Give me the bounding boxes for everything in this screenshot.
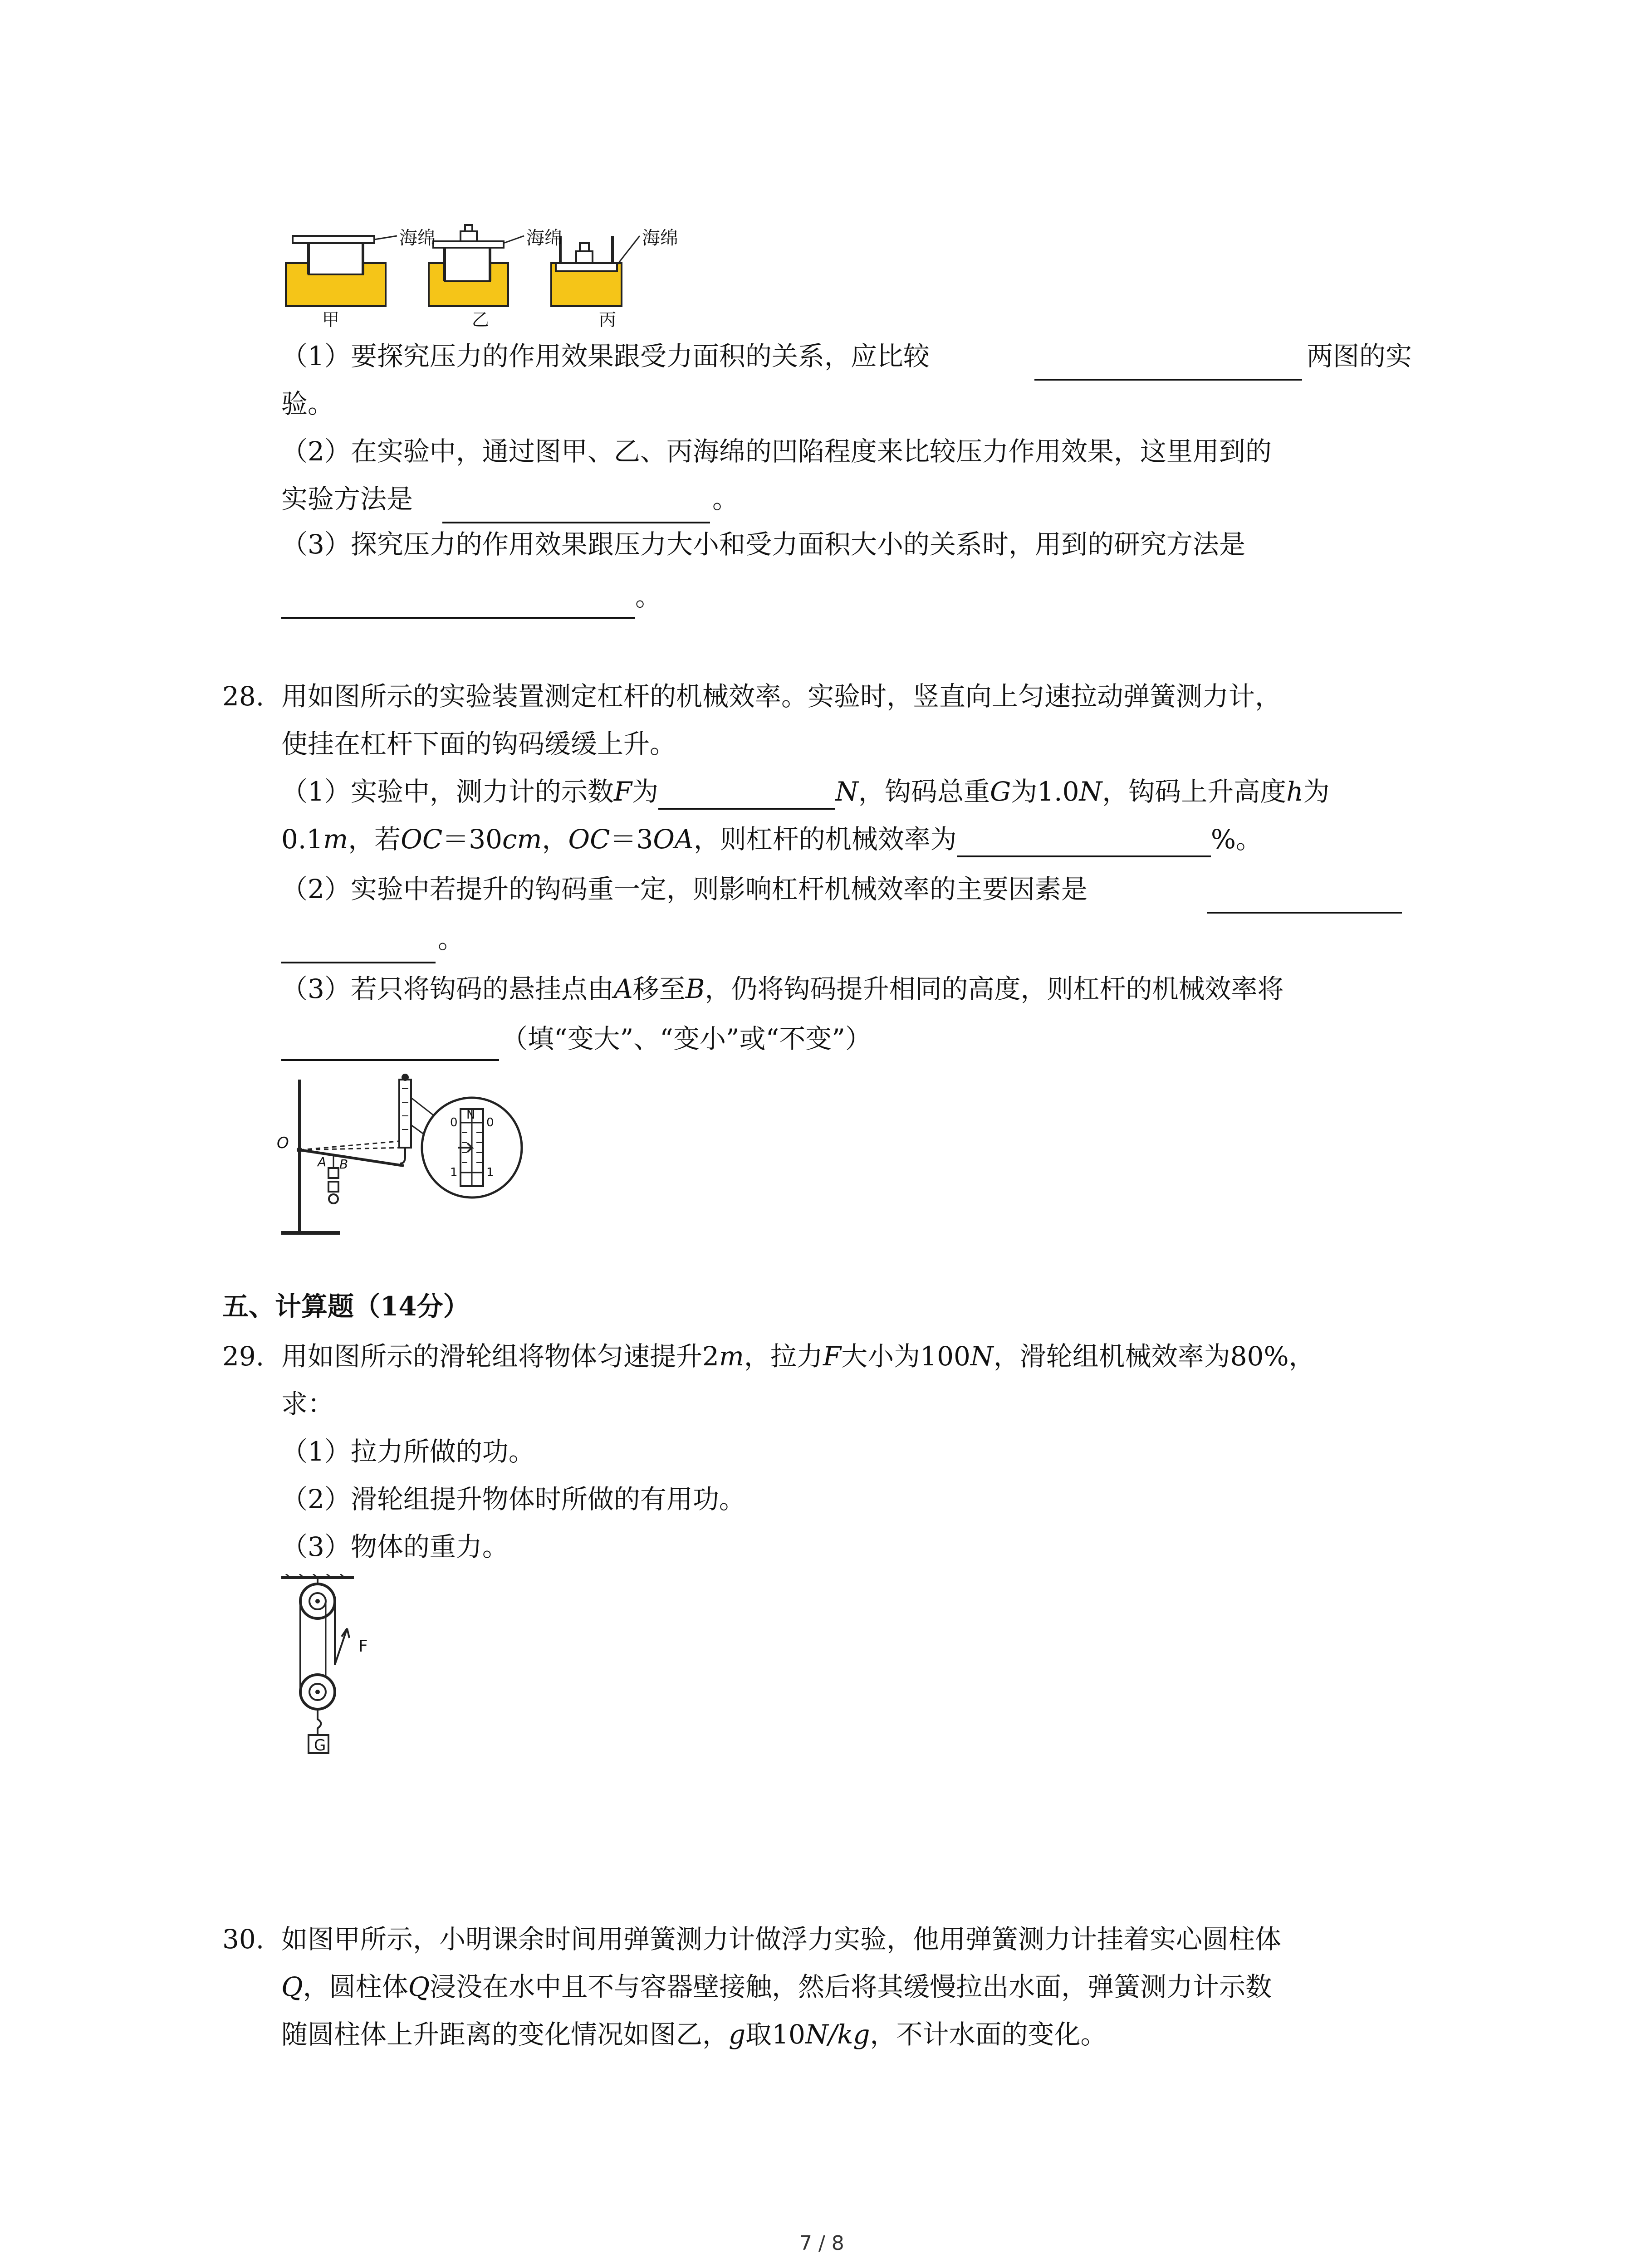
q30-line2: Q，圆柱体Q浸没在水中且不与容器壁接触，然后将其缓慢拉出水面，弹簧测力计示数 [281, 1971, 1272, 2002]
panel-label-bing: 丙 [599, 310, 617, 330]
dial-tick-0-right: 0 [486, 1116, 494, 1129]
q29-line2: 求： [281, 1388, 334, 1419]
q27-answer-blank-3[interactable] [281, 617, 635, 619]
q27-part1-tail: 两图的实 [1307, 341, 1412, 371]
lever-label-O: O [277, 1134, 289, 1152]
section-5-heading: 五、计算题（14分） [222, 1291, 470, 1322]
lever-label-B: B [339, 1157, 348, 1172]
q27-part2: （2）在实验中，通过图甲、乙、丙海绵的凹陷程度来比较压力作用效果，这里用到的 [281, 436, 1272, 467]
q27-part3: （3）探究压力的作用效果跟压力大小和受力面积大小的关系时，用到的研究方法是 [281, 529, 1245, 560]
q27-part2-end: 。 [712, 484, 739, 514]
q28-answer-blank-factor-b[interactable] [281, 962, 436, 963]
q28-part2-end: 。 [438, 924, 465, 954]
q30-number: 30. [222, 1924, 265, 1955]
sponge-label-bing: 海绵 [642, 228, 678, 249]
lever-apparatus-figure [272, 1070, 535, 1247]
sponge-panel-jia [286, 236, 397, 306]
dial-label-N: N [466, 1108, 475, 1122]
q28-intro-line2: 使挂在杠杆下面的钩码缓缓上升。 [281, 728, 676, 759]
q28-part1-line1: （1）实验中，测力计的示数F为 N，钩码总重G为1.0N，钩码上升高度h为 [281, 773, 1330, 810]
q27-answer-blank-2[interactable] [442, 522, 710, 523]
pulley-label-G: G [314, 1736, 326, 1755]
page-number: 7 / 8 [799, 2232, 844, 2255]
q27-part3-end: 。 [635, 581, 662, 612]
sponge-yi [429, 263, 508, 306]
panel-label-yi: 乙 [472, 310, 490, 330]
q28-answer-blank-factor-a[interactable] [1207, 912, 1402, 914]
q28-part3-line1: （3）若只将钩码的悬挂点由A移至B，仍将钩码提升相同的高度，则杠杆的机械效率将 [281, 973, 1284, 1004]
q30-line1: 如图甲所示，小明课余时间用弹簧测力计做浮力实验，他用弹簧测力计挂着实心圆柱体 [281, 1924, 1282, 1955]
q27-answer-blank-1[interactable] [1034, 379, 1302, 381]
q29-line1: 用如图所示的滑轮组将物体匀速提升2m，拉力F大小为100N，滑轮组机械效率为80%， [281, 1341, 1315, 1372]
sponge-panel-bing [551, 236, 640, 306]
pulley-label-F: F [358, 1637, 368, 1656]
q27-part2-line2: 实验方法是 [281, 484, 413, 514]
dial-tick-0-left: 0 [450, 1116, 458, 1129]
sponge-label-jia: 海绵 [399, 228, 436, 249]
q28-part3-line2: （填“变大”、“变小”或“不变”） [501, 1023, 872, 1054]
q29-item-2: （2）滑轮组提升物体时所做的有用功。 [281, 1484, 745, 1515]
q28-part1-line2: 0.1m，若OC＝30cm，OC＝3OA，则杠杆的机械效率为 %。 [281, 821, 1262, 857]
sponge-label-yi: 海绵 [526, 228, 563, 249]
q29-number: 29. [222, 1341, 265, 1372]
q27-part1-line2: 验。 [281, 388, 334, 419]
dial-tick-1-left: 1 [450, 1166, 458, 1179]
q29-item-1: （1）拉力所做的功。 [281, 1436, 535, 1467]
q28-part2: （2）实验中若提升的钩码重一定，则影响杠杆机械效率的主要因素是 [281, 874, 1087, 904]
sponge-jia [286, 263, 386, 306]
q28-answer-blank-F[interactable] [658, 781, 835, 810]
q29-item-3: （3）物体的重力。 [281, 1531, 509, 1562]
q30-line3: 随圆柱体上升距离的变化情况如图乙，g取10N/kg，不计水面的变化。 [281, 2019, 1107, 2050]
q28-answer-blank-efficiency[interactable] [957, 828, 1211, 857]
q27-part1: （1）要探究压力的作用效果跟受力面积的关系，应比较 [281, 341, 930, 371]
lever-label-A: A [318, 1154, 327, 1169]
q28-number: 28. [222, 681, 265, 712]
sponge-panel-yi [429, 225, 524, 306]
panel-label-jia: 甲 [322, 310, 340, 330]
q28-answer-blank-change[interactable] [281, 1059, 499, 1061]
q28-intro-line1: 用如图所示的实验装置测定杠杆的机械效率。实验时，竖直向上匀速拉动弹簧测力计， [281, 681, 1282, 712]
dial-tick-1-right: 1 [486, 1166, 494, 1179]
pulley-block-figure [272, 1574, 390, 1774]
